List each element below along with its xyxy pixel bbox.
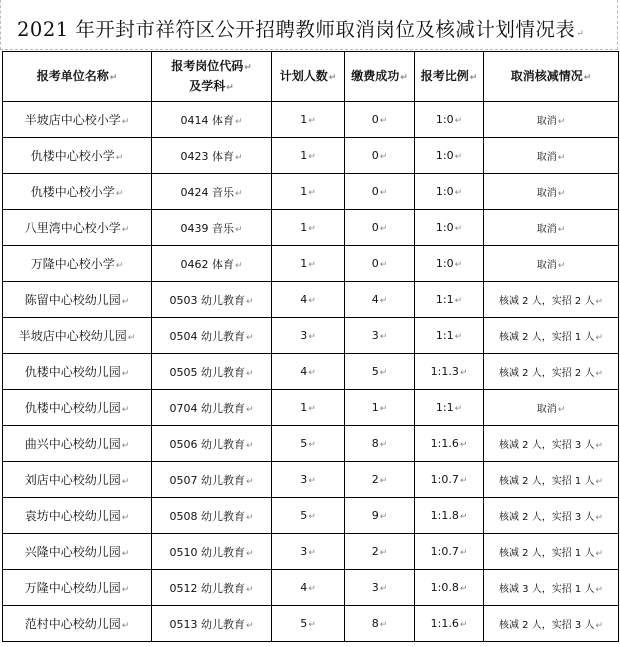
cell-position-code: 0513 幼儿教育 ↵ <box>152 606 272 642</box>
cell-cancel-status: 核减 2 人，实招 2 人 ↵ <box>484 282 619 318</box>
cell-cancel-status: 取消 ↵ <box>484 102 619 138</box>
cell-ratio: 1:0 ↵ <box>415 174 484 210</box>
cell-position-code: 0414 体育 ↵ <box>152 102 272 138</box>
table-row <box>3 570 619 606</box>
cell-unit-name: 仇楼中心校小学 ↵ <box>3 138 152 174</box>
cell-ratio: 1:1 ↵ <box>415 282 484 318</box>
table-row <box>3 462 619 498</box>
cell-planned-count: 1 ↵ <box>272 390 345 426</box>
header-paid-count: 缴费成功 ↵ <box>345 52 415 102</box>
cell-planned-count: 4 ↵ <box>272 354 345 390</box>
table-row <box>3 102 619 138</box>
cell-paid-count: 0 ↵ <box>345 102 415 138</box>
cell-unit-name: 八里湾中心校小学 ↵ <box>3 210 152 246</box>
cell-cancel-status: 核减 2 人，实招 3 人 ↵ <box>484 606 619 642</box>
cell-planned-count: 1 ↵ <box>272 174 345 210</box>
cell-planned-count: 1 ↵ <box>272 210 345 246</box>
cell-position-code: 0504 幼儿教育 ↵ <box>152 318 272 354</box>
table-row <box>3 606 619 642</box>
cell-paid-count: 0 ↵ <box>345 246 415 282</box>
cell-position-code: 0510 幼儿教育 ↵ <box>152 534 272 570</box>
cell-planned-count: 3 ↵ <box>272 534 345 570</box>
cell-paid-count: 2 ↵ <box>345 534 415 570</box>
table-row <box>3 390 619 426</box>
cell-unit-name: 万隆中心校小学 ↵ <box>3 246 152 282</box>
table-row <box>3 498 619 534</box>
cell-paid-count: 0 ↵ <box>345 210 415 246</box>
header-unit-name: 报考单位名称 ↵ <box>3 52 152 102</box>
cell-cancel-status: 核减 2 人，实招 3 人 ↵ <box>484 426 619 462</box>
cell-planned-count: 4 ↵ <box>272 570 345 606</box>
header-position-code-line2: 及学科 ↵ <box>189 79 234 93</box>
cell-unit-name: 兴隆中心校幼儿园 ↵ <box>3 534 152 570</box>
cell-cancel-status: 取消 ↵ <box>484 138 619 174</box>
cell-paid-count: 9 ↵ <box>345 498 415 534</box>
cell-planned-count: 1 ↵ <box>272 138 345 174</box>
cell-planned-count: 5 ↵ <box>272 498 345 534</box>
table-row <box>3 282 619 318</box>
cell-cancel-status: 核减 3 人，实招 1 人 ↵ <box>484 570 619 606</box>
cell-unit-name: 仇楼中心校幼儿园 ↵ <box>3 390 152 426</box>
cell-paid-count: 8 ↵ <box>345 606 415 642</box>
cell-cancel-status: 核减 2 人，实招 2 人 ↵ <box>484 354 619 390</box>
table-row <box>3 354 619 390</box>
cell-position-code: 0423 体育 ↵ <box>152 138 272 174</box>
cell-paid-count: 3 ↵ <box>345 318 415 354</box>
cell-position-code: 0704 幼儿教育 ↵ <box>152 390 272 426</box>
cell-ratio: 1:1.6 ↵ <box>415 606 484 642</box>
header-row <box>3 52 619 102</box>
cell-position-code: 0506 幼儿教育 ↵ <box>152 426 272 462</box>
cell-planned-count: 5 ↵ <box>272 426 345 462</box>
cell-paid-count: 0 ↵ <box>345 138 415 174</box>
cell-unit-name: 半坡店中心校小学 ↵ <box>3 102 152 138</box>
cell-paid-count: 5 ↵ <box>345 354 415 390</box>
cell-paid-count: 1 ↵ <box>345 390 415 426</box>
cell-ratio: 1:1.3 ↵ <box>415 354 484 390</box>
table-row <box>3 174 619 210</box>
cell-ratio: 1:0 ↵ <box>415 246 484 282</box>
cell-paid-count: 8 ↵ <box>345 426 415 462</box>
cell-unit-name: 仇楼中心校幼儿园 ↵ <box>3 354 152 390</box>
cell-position-code: 0505 幼儿教育 ↵ <box>152 354 272 390</box>
cell-ratio: 1:0 ↵ <box>415 138 484 174</box>
cell-ratio: 1:0 ↵ <box>415 102 484 138</box>
table-row <box>3 210 619 246</box>
cell-ratio: 1:1 ↵ <box>415 390 484 426</box>
cell-unit-name: 袁坊中心校幼儿园 ↵ <box>3 498 152 534</box>
cell-unit-name: 刘店中心校幼儿园 ↵ <box>3 462 152 498</box>
header-position-code <box>152 52 272 102</box>
cell-planned-count: 4 ↵ <box>272 282 345 318</box>
cell-planned-count: 1 ↵ <box>272 102 345 138</box>
header-ratio: 报考比例 ↵ <box>415 52 484 102</box>
cell-paid-count: 2 ↵ <box>345 462 415 498</box>
cell-cancel-status: 核减 2 人，实招 1 人 ↵ <box>484 318 619 354</box>
cell-unit-name: 半坡店中心校幼儿园 ↵ <box>3 318 152 354</box>
cell-cancel-status: 核减 2 人，实招 1 人 ↵ <box>484 534 619 570</box>
cell-cancel-status: 取消 ↵ <box>484 246 619 282</box>
cell-unit-name: 范村中心校幼儿园 ↵ <box>3 606 152 642</box>
cell-planned-count: 3 ↵ <box>272 462 345 498</box>
cell-ratio: 1:0.8 ↵ <box>415 570 484 606</box>
cell-position-code: 0462 体育 ↵ <box>152 246 272 282</box>
table-row <box>3 246 619 282</box>
cell-ratio: 1:0 ↵ <box>415 210 484 246</box>
cell-position-code: 0512 幼儿教育 ↵ <box>152 570 272 606</box>
cell-position-code: 0507 幼儿教育 ↵ <box>152 462 272 498</box>
cell-unit-name: 陈留中心校幼儿园 ↵ <box>3 282 152 318</box>
cell-cancel-status: 核减 2 人，实招 3 人 ↵ <box>484 498 619 534</box>
cell-cancel-status: 取消 ↵ <box>484 390 619 426</box>
cell-unit-name: 万隆中心校幼儿园 ↵ <box>3 570 152 606</box>
header-position-code-line1: 报考岗位代码 ↵ <box>171 59 252 73</box>
cell-cancel-status: 取消 ↵ <box>484 174 619 210</box>
cancellation-table <box>2 51 619 642</box>
cell-unit-name: 曲兴中心校幼儿园 ↵ <box>3 426 152 462</box>
table-row <box>3 318 619 354</box>
table-row <box>3 534 619 570</box>
cell-ratio: 1:1 ↵ <box>415 318 484 354</box>
cell-planned-count: 3 ↵ <box>272 318 345 354</box>
cell-planned-count: 5 ↵ <box>272 606 345 642</box>
title-area <box>0 0 618 50</box>
document-title: 2021 年开封市祥符区公开招聘教师取消岗位及核减计划情况表 ↵ <box>17 14 584 42</box>
header-planned-count: 计划人数 ↵ <box>272 52 345 102</box>
cell-position-code: 0439 音乐 ↵ <box>152 210 272 246</box>
cell-ratio: 1:0.7 ↵ <box>415 462 484 498</box>
cell-position-code: 0424 音乐 ↵ <box>152 174 272 210</box>
cell-planned-count: 1 ↵ <box>272 246 345 282</box>
table-row <box>3 138 619 174</box>
cell-cancel-status: 核减 2 人，实招 1 人 ↵ <box>484 462 619 498</box>
cell-position-code: 0508 幼儿教育 ↵ <box>152 498 272 534</box>
cell-ratio: 1:0.7 ↵ <box>415 534 484 570</box>
cell-paid-count: 4 ↵ <box>345 282 415 318</box>
cell-cancel-status: 取消 ↵ <box>484 210 619 246</box>
table-row <box>3 426 619 462</box>
cell-paid-count: 0 ↵ <box>345 174 415 210</box>
cell-paid-count: 3 ↵ <box>345 570 415 606</box>
header-cancel-status: 取消核减情况 ↵ <box>484 52 619 102</box>
cell-unit-name: 仇楼中心校小学 ↵ <box>3 174 152 210</box>
cell-position-code: 0503 幼儿教育 ↵ <box>152 282 272 318</box>
cell-ratio: 1:1.6 ↵ <box>415 426 484 462</box>
cell-ratio: 1:1.8 ↵ <box>415 498 484 534</box>
